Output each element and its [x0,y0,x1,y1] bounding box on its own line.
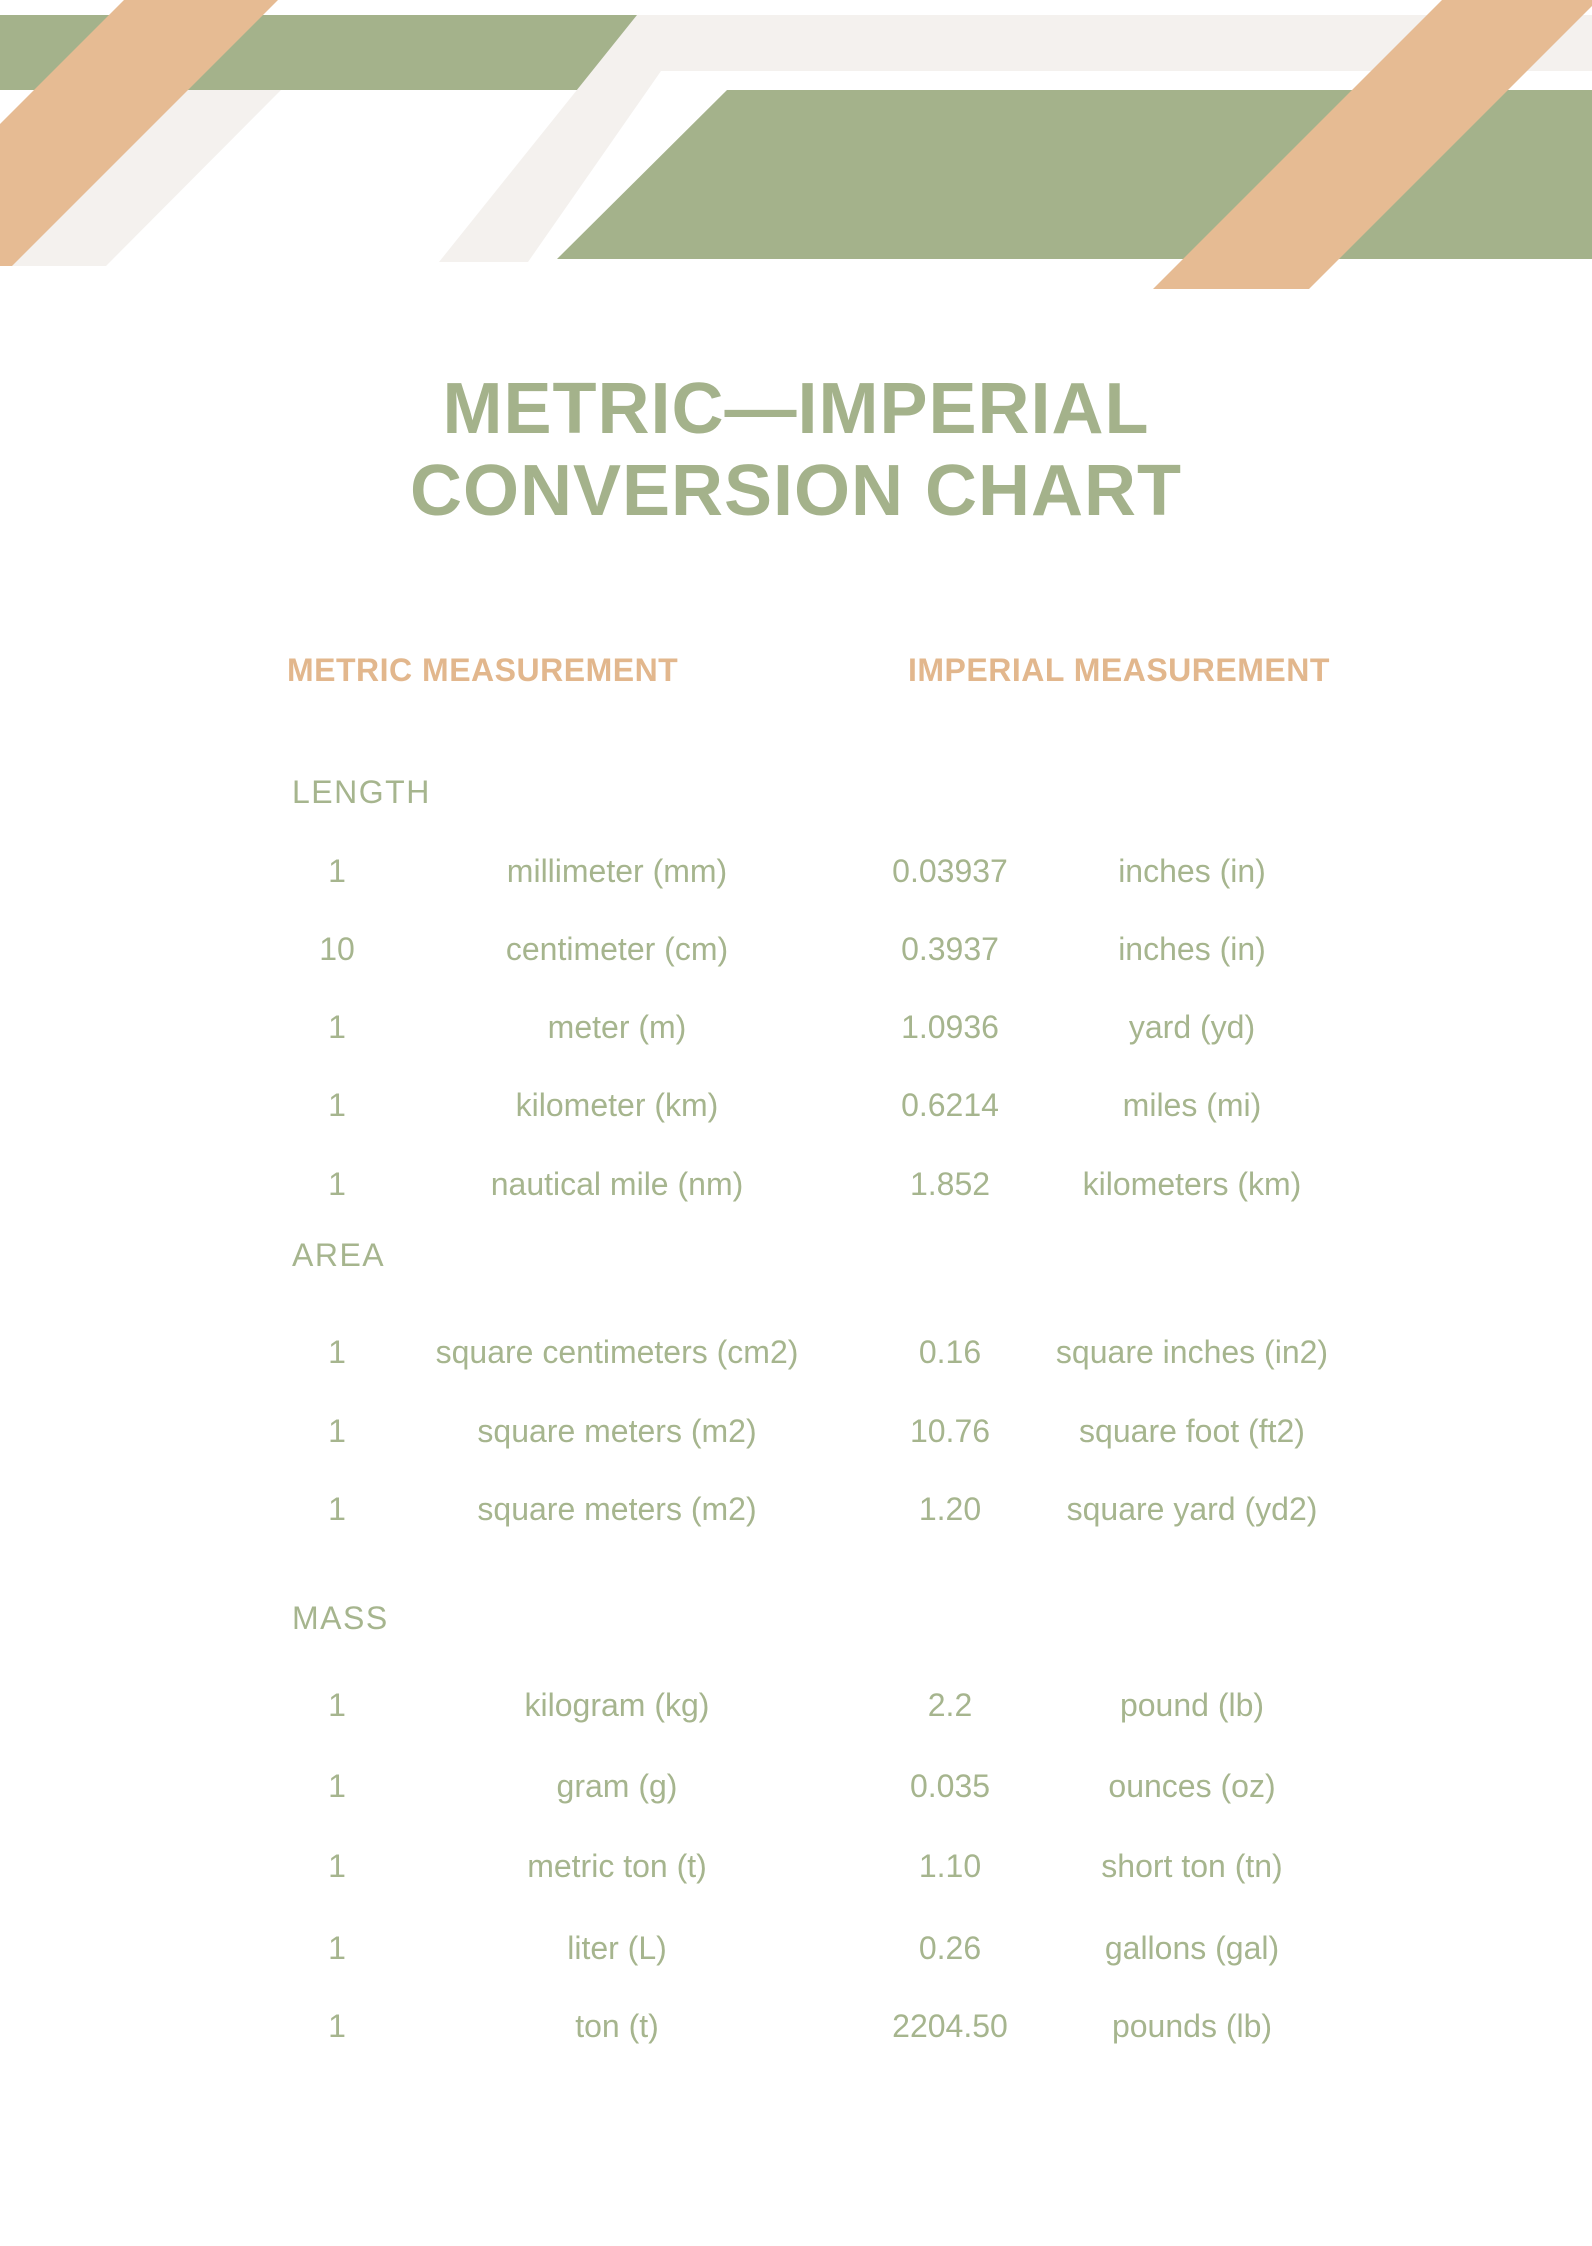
table-row [200,1085,1392,1125]
qty-cell: 1 [328,1412,346,1449]
qty-cell: 1 [328,1767,346,1804]
metric-unit-cell: square meters (m2) [477,1490,757,1527]
imperial-unit-cell: pounds (lb) [1111,2007,1273,2044]
metric-unit-cell: millimeter (mm) [506,852,728,889]
metric-unit-cell: ton (t) [575,2007,659,2044]
imperial-unit-cell: gallons (gal) [1104,1929,1280,1966]
table-row [200,1766,1392,1806]
value-cell: 0.035 [909,1767,991,1804]
metric-unit-cell: kilogram (kg) [524,1686,710,1723]
value-cell: 2.2 [927,1686,973,1723]
imperial-unit-cell: inches (in) [1118,930,1266,967]
table-row [200,2006,1392,2046]
page-title-line2: CONVERSION CHART [409,451,1183,531]
qty-cell: 1 [328,1847,346,1884]
value-cell: 0.16 [918,1333,982,1370]
table-row [200,1164,1392,1204]
page-title-line1: METRIC—IMPERIAL [442,369,1150,449]
section-label-mass: MASS [292,1599,389,1636]
section-label-length: LENGTH [292,773,431,810]
table-row [200,1489,1392,1529]
table-row [200,1685,1392,1725]
table-row [200,929,1392,969]
imperial-unit-cell: square yard (yd2) [1066,1490,1318,1527]
imperial-unit-cell: inches (in) [1118,852,1266,889]
column-header-metric: METRIC MEASUREMENT [287,651,679,688]
value-cell: 0.26 [918,1929,982,1966]
metric-unit-cell: centimeter (cm) [505,930,729,967]
imperial-unit-cell: square inches (in2) [1055,1333,1329,1370]
qty-cell: 1 [328,2007,346,2044]
table-row [200,851,1392,891]
metric-unit-cell: square centimeters (cm2) [435,1333,799,1370]
value-cell: 10.76 [909,1412,991,1449]
metric-unit-cell: liter (L) [567,1929,667,1966]
table-row [200,1928,1392,1968]
metric-unit-cell: gram (g) [556,1767,678,1804]
table-row [200,1411,1392,1451]
qty-cell: 1 [328,1929,346,1966]
section-label-area: AREA [292,1236,386,1273]
value-cell: 1.852 [909,1165,991,1202]
metric-unit-cell: square meters (m2) [477,1412,757,1449]
qty-cell: 1 [328,852,346,889]
table-row [200,1007,1392,1047]
value-cell: 1.10 [918,1847,982,1884]
imperial-unit-cell: kilometers (km) [1082,1165,1302,1202]
imperial-unit-cell: yard (yd) [1128,1008,1256,1045]
imperial-unit-cell: ounces (oz) [1108,1767,1276,1804]
metric-unit-cell: meter (m) [547,1008,687,1045]
value-cell: 1.0936 [901,1008,999,1045]
qty-cell: 10 [319,930,355,967]
qty-cell: 1 [328,1165,346,1202]
imperial-unit-cell: short ton (tn) [1101,1847,1283,1884]
qty-cell: 1 [328,1490,346,1527]
metric-unit-cell: kilometer (km) [515,1086,719,1123]
imperial-unit-cell: square foot (ft2) [1079,1412,1305,1449]
value-cell: 0.3937 [901,930,999,967]
qty-cell: 1 [328,1086,346,1123]
table-row [200,1332,1392,1372]
table-row [200,1846,1392,1886]
qty-cell: 1 [328,1686,346,1723]
metric-unit-cell: metric ton (t) [527,1847,707,1884]
column-header-imperial: IMPERIAL MEASUREMENT [908,651,1330,688]
value-cell: 0.03937 [892,852,1008,889]
qty-cell: 1 [328,1333,346,1370]
conversion-table [200,0,1392,2246]
value-cell: 0.6214 [901,1086,999,1123]
value-cell: 2204.50 [892,2007,1008,2044]
imperial-unit-cell: pound (lb) [1119,1686,1265,1723]
metric-unit-cell: nautical mile (nm) [490,1165,744,1202]
qty-cell: 1 [328,1008,346,1045]
imperial-unit-cell: miles (mi) [1122,1086,1262,1123]
value-cell: 1.20 [918,1490,982,1527]
